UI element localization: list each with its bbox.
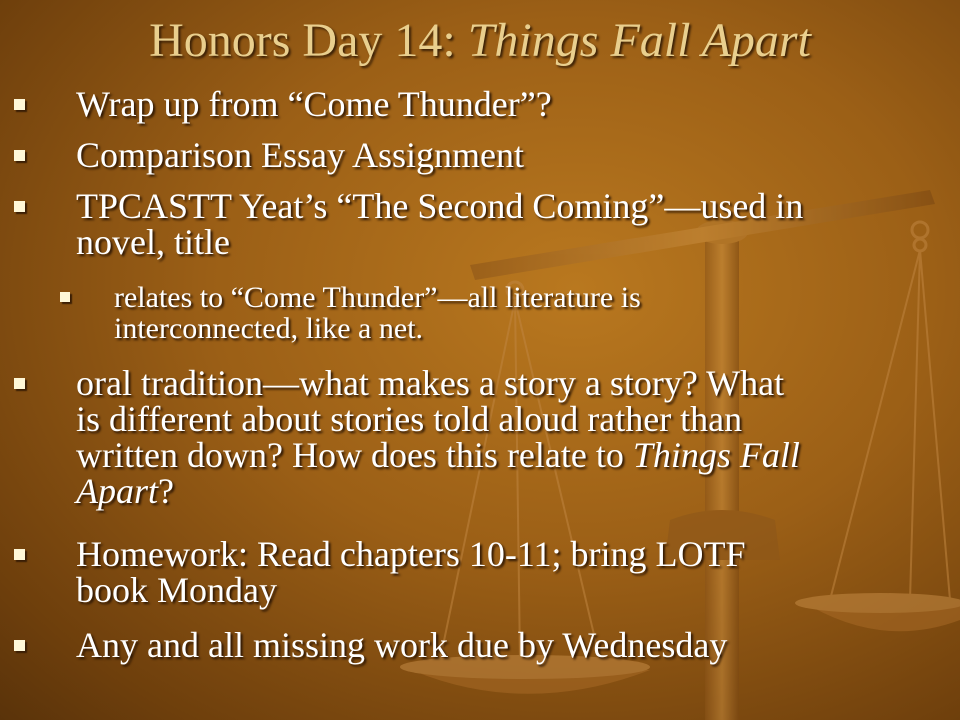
bullet-text-line: Homework: Read chapters 10-11; bring LOTF xyxy=(76,534,746,574)
bullet-item xyxy=(76,627,727,663)
square-bullet-icon xyxy=(14,640,25,651)
sub-bullet-text-line: interconnected, like a net. xyxy=(114,312,424,345)
bullet-text-line: oral tradition—what makes a story a story? What xyxy=(76,363,785,403)
bullet-item xyxy=(76,365,946,509)
bullet-text: Any and all missing work due by Wednesday xyxy=(76,625,728,665)
bullet-text-line: TPCASTT Yeat’s “The Second Coming”—used in xyxy=(76,186,804,226)
bullet-item xyxy=(76,86,552,122)
square-bullet-icon xyxy=(60,292,70,302)
sub-bullet-item xyxy=(114,282,794,344)
bullet-text-line: is different about stories told aloud rather than xyxy=(76,399,743,439)
bullet-item xyxy=(76,137,524,173)
sub-bullet-text-line: relates to “Come Thunder”—all literature is xyxy=(114,281,641,314)
bullet-text-italic: Things Fall xyxy=(632,435,800,475)
bullet-text-segment: written down? How does this relate to xyxy=(76,435,633,475)
bullet-item xyxy=(76,536,946,608)
square-bullet-icon xyxy=(14,549,25,560)
bullet-text: Comparison Essay Assignment xyxy=(76,135,524,175)
bullet-text-line: novel, title xyxy=(76,222,230,262)
square-bullet-icon xyxy=(14,150,25,161)
bullet-item xyxy=(76,188,946,260)
slide-title-italic: Things Fall Apart xyxy=(467,14,811,67)
square-bullet-icon xyxy=(14,378,25,389)
bullet-text-line xyxy=(76,437,946,473)
bullet-text-line: book Monday xyxy=(76,570,277,610)
bullet-text-italic: Apart xyxy=(76,471,159,511)
bullet-text-segment: ? xyxy=(158,471,174,511)
bullet-text: Wrap up from “Come Thunder”? xyxy=(76,84,552,124)
square-bullet-icon xyxy=(14,201,25,212)
slide-title-prefix: Honors Day 14: xyxy=(149,14,468,67)
square-bullet-icon xyxy=(14,99,25,110)
bullet-text-line xyxy=(76,473,946,509)
